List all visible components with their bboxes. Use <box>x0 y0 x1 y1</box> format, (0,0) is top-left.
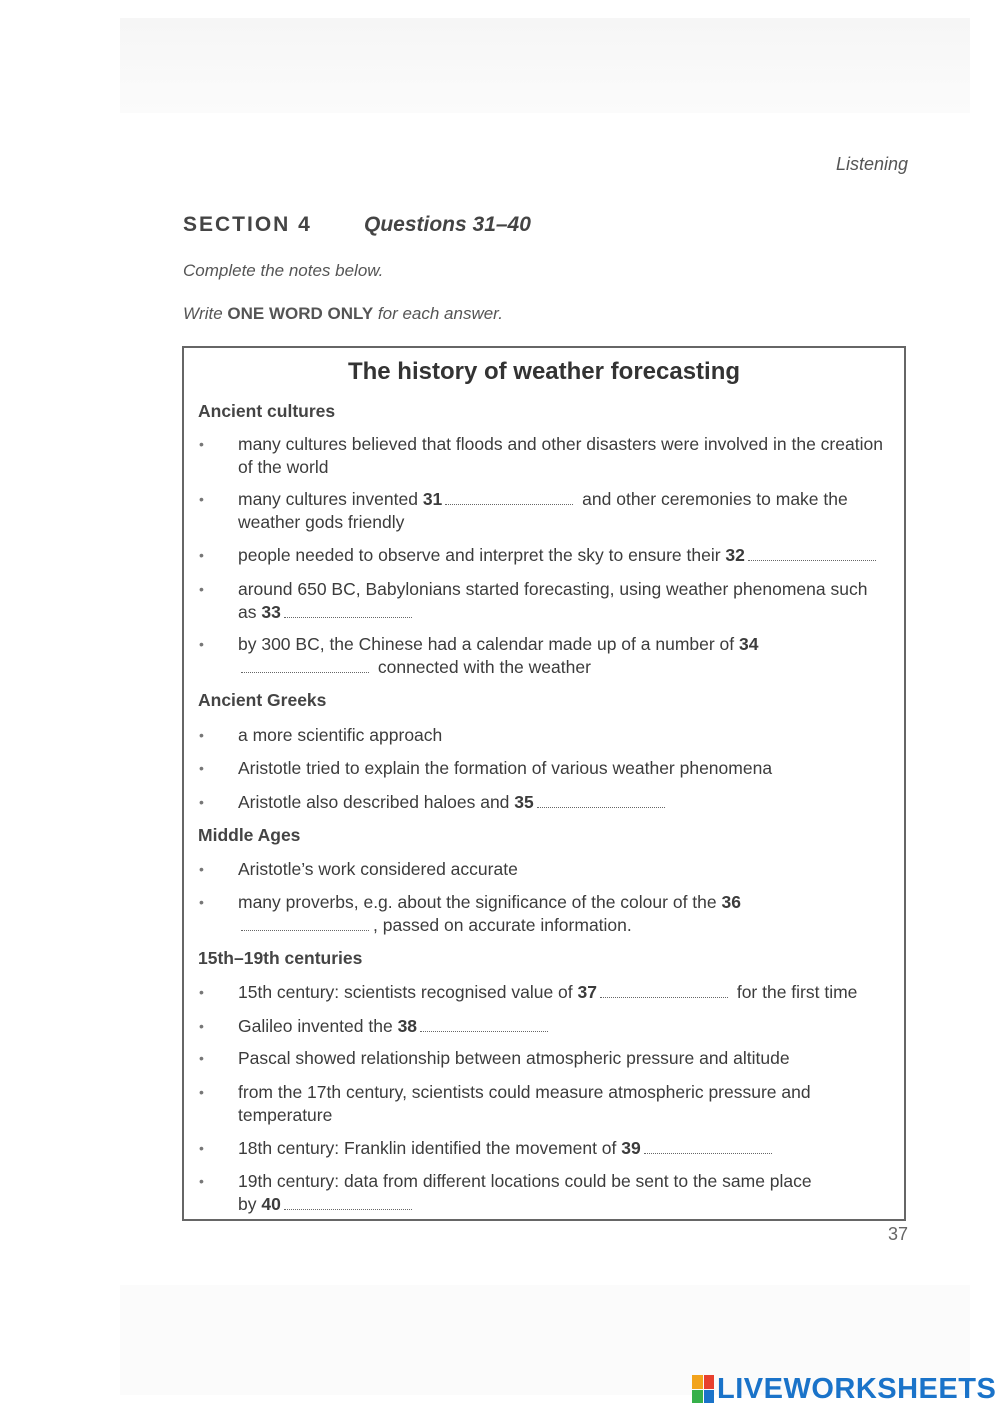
list-item: • a more scientific approach <box>238 724 888 747</box>
list-item: • 18th century: Franklin identified the movement of 39 <box>238 1137 888 1160</box>
section-number: SECTION 4 <box>183 213 312 236</box>
heading-15th-19th-centuries: 15th–19th centuries <box>198 948 363 968</box>
question-number: 35 <box>514 792 534 812</box>
answer-blank-37[interactable] <box>600 985 728 998</box>
answer-blank-40[interactable] <box>284 1197 412 1210</box>
list-item: • Aristotle also described haloes and 35 <box>238 791 888 814</box>
list-item: • many cultures believed that floods and other disasters were involved in the creation of the world <box>238 433 888 479</box>
header-label: Listening <box>835 154 908 174</box>
list-item: • many proverbs, e.g. about the significance of the colour of the 36, passed on accurate information. <box>238 891 778 937</box>
question-number: 36 <box>721 892 741 912</box>
question-number: 31 <box>422 489 443 509</box>
list-item: • Aristotle’s work considered accurate <box>238 858 888 881</box>
answer-blank-32[interactable] <box>748 548 876 561</box>
answer-blank-31[interactable] <box>445 492 573 505</box>
list-item: • people needed to observe and interpret the sky to ensure their 32 <box>238 544 908 567</box>
question-number: 32 <box>725 545 745 565</box>
list-item: • many cultures invented 31 and other ceremonies to make the weather gods friendly <box>238 488 888 534</box>
heading-ancient-greeks: Ancient Greeks <box>198 690 327 710</box>
answer-blank-35[interactable] <box>537 795 665 808</box>
notes-box <box>182 346 906 1221</box>
list-item: • from the 17th century, scientists could measure atmospheric pressure and temperature <box>238 1081 878 1127</box>
list-item: • Galileo invented the 38 <box>238 1015 888 1038</box>
heading-ancient-cultures: Ancient cultures <box>198 401 336 421</box>
answer-blank-33[interactable] <box>284 605 412 618</box>
section-questions: Questions 31–40 <box>364 213 531 236</box>
question-number: 33 <box>261 602 281 622</box>
question-number: 37 <box>577 982 597 1002</box>
answer-blank-38[interactable] <box>420 1019 548 1032</box>
list-item: • by 300 BC, the Chinese had a calendar made up of a number of 34 connected with the weather <box>238 633 798 679</box>
page-number: 37 <box>887 1224 908 1244</box>
heading-middle-ages: Middle Ages <box>198 825 301 845</box>
list-item: • Aristotle tried to explain the formation of various weather phenomena <box>238 757 888 780</box>
answer-blank-34[interactable] <box>241 660 369 673</box>
question-number: 40 <box>261 1194 281 1214</box>
question-number: 39 <box>621 1138 641 1158</box>
instruction-complete: Complete the notes below. <box>183 261 384 280</box>
answer-blank-36[interactable] <box>241 918 369 931</box>
brand-text: LIVEWORKSHEETS <box>717 1372 997 1405</box>
list-item: • Pascal showed relationship between atmospheric pressure and altitude <box>238 1047 888 1070</box>
word-limit-emphasis: ONE WORD ONLY <box>227 304 374 323</box>
brand-logo[interactable] <box>692 1373 996 1405</box>
instruction-word-limit: Write ONE WORD ONLY for each answer. <box>183 304 503 323</box>
list-item: • around 650 BC, Babylonians started forecasting, using weather phenomena such as 33 <box>238 578 878 624</box>
list-item: • 19th century: data from different locations could be sent to the same place by 40 <box>238 1170 818 1216</box>
list-item: • 15th century: scientists recognised value of 37 for the first time <box>238 981 898 1004</box>
scan-shadow-top <box>120 18 970 113</box>
section-heading <box>183 213 531 237</box>
notes-title: The history of weather forecasting <box>347 358 741 385</box>
liveworksheets-icon <box>692 1375 714 1403</box>
answer-blank-39[interactable] <box>644 1141 772 1154</box>
question-number: 34 <box>739 634 759 654</box>
question-number: 38 <box>397 1016 418 1036</box>
